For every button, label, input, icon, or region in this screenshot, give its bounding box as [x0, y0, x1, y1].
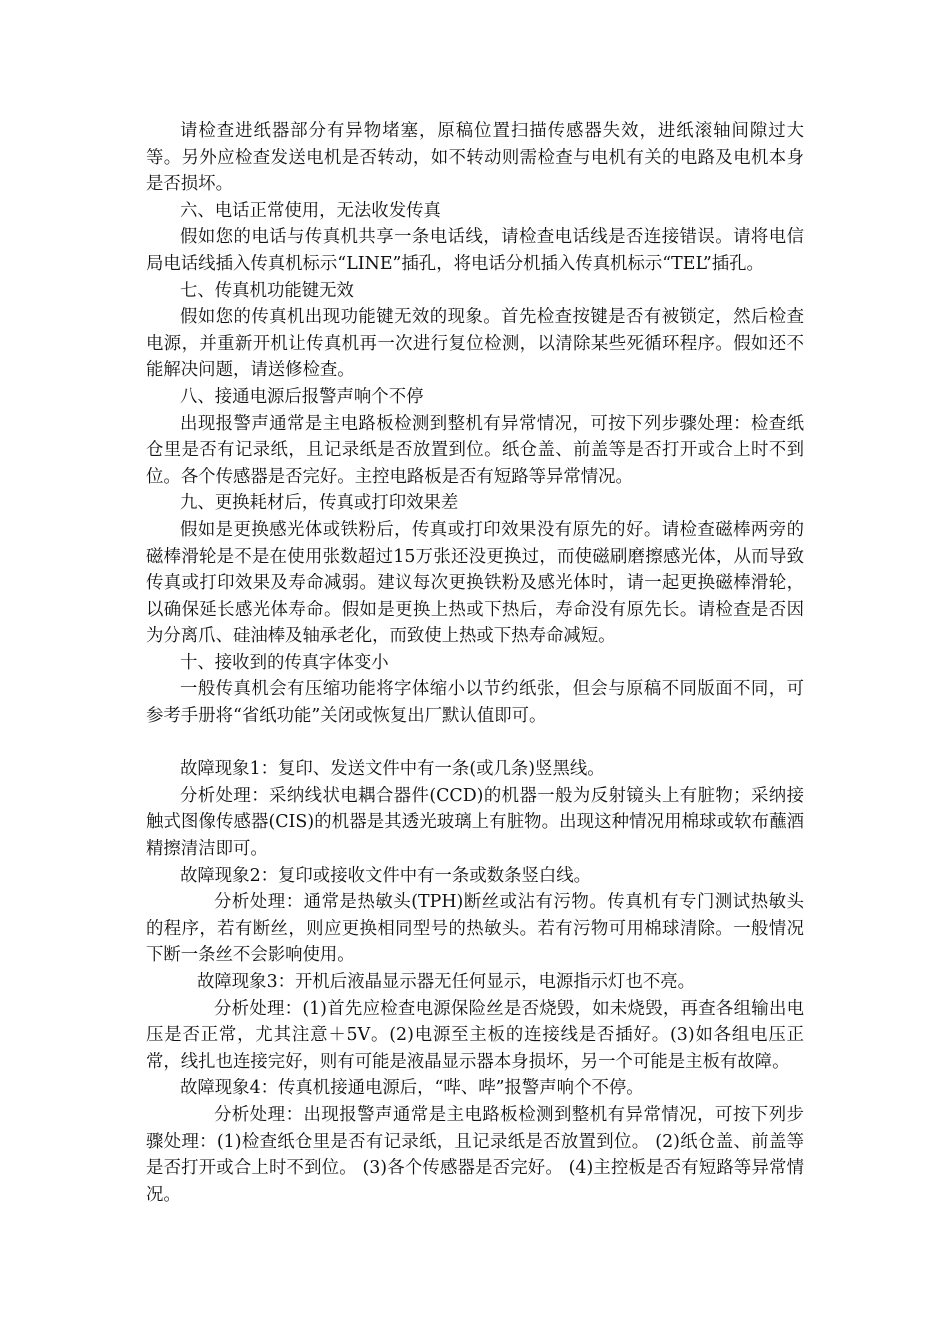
section-heading: 十、接收到的传真字体变小	[180, 652, 389, 673]
analysis-paragraph: 分析处理：出现报警声通常是主电路板检测到整机有异常情况，可按下列步骤处理：(1)检查纸仓里是否有记录纸，且记录纸是否放置到位。 (2)纸仓盖、前盖等是否打开或合上时不到位。 (3)各个传感器是否完好。 (4)主控板是否有短路等异常情况。	[146, 1104, 804, 1205]
paragraph: 一般传真机会有压缩功能将字体缩小以节约纸张，但会与原稿不同版面不同，可参考手册将“省纸功能”关闭或恢复出厂默认值即可。	[146, 679, 804, 727]
fault-heading: 故障现象2：复印或接收文件中有一条或数条竖白线。	[180, 865, 592, 886]
blank-line	[146, 730, 804, 757]
paragraph: 假如您的传真机出现功能键无效的现象。首先检查按键是否有被锁定，然后检查电源，并重新开机让传真机再一次进行复位检测，以清除某些死循环程序。假如还不能解决问题，请送修检查。	[146, 307, 804, 381]
fault-heading: 故障现象3：开机后液晶显示器无任何显示，电源指示灯也不亮。	[197, 972, 696, 992]
section-heading: 八、接通电源后报警声响个不停	[180, 386, 424, 407]
section-heading: 九、更换耗材后，传真或打印效果差	[180, 493, 459, 514]
document-body	[146, 118, 804, 1208]
paragraph: 请检查进纸器部分有异物堵塞，原稿位置扫描传感器失效，进纸滚轴间隙过大等。另外应检查发送电机是否转动，如不转动则需检查与电机有关的电路及电机本身是否损坏。	[146, 121, 804, 195]
paragraph: 出现报警声通常是主电路板检测到整机有异常情况，可按下列步骤处理：检查纸仓里是否有记录纸，且记录纸是否放置到位。纸仓盖、前盖等是否打开或合上时不到位。各个传感器是否完好。主控电路板是否有短路等异常情况。	[146, 413, 804, 487]
paragraph: 假如是更换感光体或铁粉后，传真或打印效果没有原先的好。请检查磁棒两旁的磁棒滑轮是不是在使用张数超过15万张还没更换过，而使磁刷磨擦感光体，从而导致传真或打印效果及寿命减弱。建议每次更换铁粉及感光体时，请一起更换磁棒滑轮，以确保延长感光体寿命。假如是更换上热或下热后，寿命没有原先长。请检查是否因为分离爪、硅油棒及轴承老化，而致使上热或下热寿命减短。	[146, 519, 804, 647]
paragraph: 假如您的电话与传真机共享一条电话线，请检查电话线是否连接错误。请将电信局电话线插入传真机标示“LINE”插孔，将电话分机插入传真机标示“TEL”插孔。	[146, 227, 804, 274]
section-heading: 六、电话正常使用，无法收发传真	[180, 200, 441, 221]
fault-heading: 故障现象4：传真机接通电源后，“哔、哔”报警声响个不停。	[180, 1078, 644, 1099]
analysis-paragraph: 分析处理：采纳线状电耦合器件(CCD)的机器一般为反射镜头上有脏物；采纳接触式图像传感器(CIS)的机器是其透光玻璃上有脏物。出现这种情况用棉球或软布蘸酒精擦清洁即可。	[146, 785, 804, 860]
fault-heading: 故障现象1：复印、发送文件中有一条(或几条)竖黑线。	[180, 759, 605, 780]
analysis-paragraph: 分析处理：(1)首先应检查电源保险丝是否烧毁，如未烧毁，再查各组输出电压是否正常，尤其注意＋5V。(2)电源至主板的连接线是否插好。(3)如各组电压正常，线扎也连接完好，则有可能是液晶显示器本身损坏，另一个可能是主板有故障。	[146, 998, 804, 1072]
section-heading: 七、传真机功能键无效	[180, 280, 354, 301]
analysis-paragraph: 分析处理：通常是热敏头(TPH)断丝或沾有污物。传真机有专门测试热敏头的程序，若有断丝，则应更换相同型号的热敏头。若有污物可用棉球清除。一般情况下断一条丝不会影响使用。	[146, 892, 804, 966]
